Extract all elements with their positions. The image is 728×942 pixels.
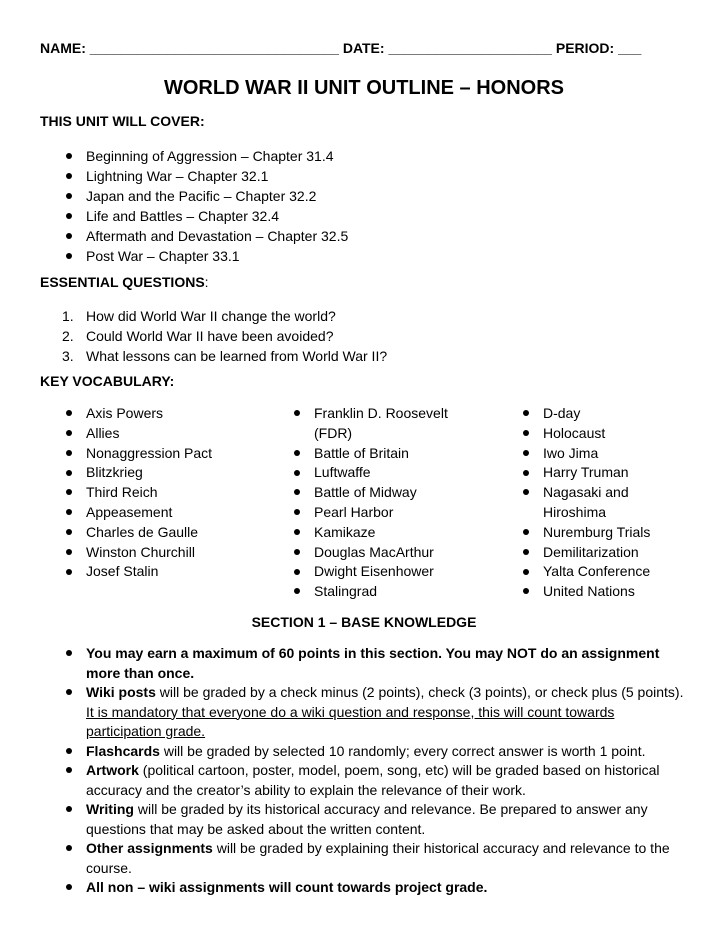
vocabulary-heading: KEY VOCABULARY: (40, 373, 175, 389)
section-1-rules (64, 644, 686, 898)
list-item: Flashcards will be graded by selected 10 randomly; every correct answer is worth 1 point. (64, 742, 686, 762)
date-label: DATE: (342, 40, 385, 56)
list-item: Winston Churchill (64, 543, 264, 563)
list-item: Stalingrad (292, 582, 462, 602)
list-item: Battle of Britain (292, 444, 462, 464)
bullet-icon (64, 878, 74, 898)
bullet-icon (64, 246, 74, 266)
bullet-icon (64, 186, 74, 206)
name-label: NAME: (40, 40, 86, 56)
list-item: Franklin D. Roosevelt (FDR) (292, 404, 462, 444)
bullet-icon (64, 206, 74, 226)
name-blank: ________________________________ (89, 40, 339, 56)
bullet-icon (64, 742, 74, 762)
essential-questions-heading: ESSENTIAL QUESTIONS: (40, 274, 209, 290)
list-item: Pearl Harbor (292, 503, 462, 523)
list-item: Demilitarization (521, 543, 671, 563)
list-item: United Nations (521, 582, 671, 602)
bullet-icon (64, 166, 74, 186)
list-item: Kamikaze (292, 523, 462, 543)
list-item: Other assignments will be graded by explaining their historical accuracy and relevance to the course. (64, 839, 686, 878)
list-item: Nonaggression Pact (64, 444, 264, 464)
section-1-title: SECTION 1 – BASE KNOWLEDGE (251, 614, 477, 630)
list-item: Writing will be graded by its historical accuracy and relevance. Be prepared to answer any questions that may be asked about the written content. (64, 800, 686, 839)
list-item: Luftwaffe (292, 463, 462, 483)
list-item: Appeasement (64, 503, 264, 523)
list-item: Third Reich (64, 483, 264, 503)
list-item: Allies (64, 424, 264, 444)
list-item: D-day (521, 404, 671, 424)
list-item: Battle of Midway (292, 483, 462, 503)
list-item: Artwork (political cartoon, poster, model, poem, song, etc) will be graded based on historical accuracy and the creator’s ability to explain the relevance of their work. (64, 761, 686, 800)
list-item: All non – wiki assignments will count towards project grade. (64, 878, 686, 898)
vocab-column-1 (64, 404, 264, 582)
period-blank: ___ (618, 40, 642, 56)
bullet-icon (64, 644, 74, 664)
document-title: WORLD WAR II UNIT OUTLINE – HONORS (164, 77, 564, 99)
list-item: Nagasaki and Hiroshima (521, 483, 671, 523)
list-item: Nuremburg Trials (521, 523, 671, 543)
list-item: You may earn a maximum of 60 points in this section. You may NOT do an assignment more than once. (64, 644, 686, 683)
vocab-column-3 (521, 404, 671, 602)
unit-heading: THIS UNIT WILL COVER: (40, 113, 205, 129)
bullet-icon (64, 839, 74, 859)
bullet-icon (64, 761, 74, 781)
list-item: Harry Truman (521, 463, 671, 483)
list-item: Douglas MacArthur (292, 543, 462, 563)
list-item: Blitzkrieg (64, 463, 264, 483)
list-item: Axis Powers (64, 404, 264, 424)
bullet-icon (64, 226, 74, 246)
period-label: PERIOD: (555, 40, 615, 56)
list-item: Holocaust (521, 424, 671, 444)
list-item: Josef Stalin (64, 562, 264, 582)
bullet-icon (64, 800, 74, 820)
student-info-header (40, 40, 641, 56)
list-item: Iwo Jima (521, 444, 671, 464)
vocab-column-2 (292, 404, 462, 602)
list-item: Dwight Eisenhower (292, 562, 462, 582)
list-item: Wiki posts will be graded by a check minus (2 points), check (3 points), or check plus (5 points). It is mandatory that everyone do a wiki question and response, this will count towards participation grade. (64, 683, 686, 742)
bullet-icon (64, 683, 74, 703)
list-item: Yalta Conference (521, 562, 671, 582)
bullet-icon (64, 146, 74, 166)
date-blank: _____________________ (388, 40, 552, 56)
list-item: Charles de Gaulle (64, 523, 264, 543)
